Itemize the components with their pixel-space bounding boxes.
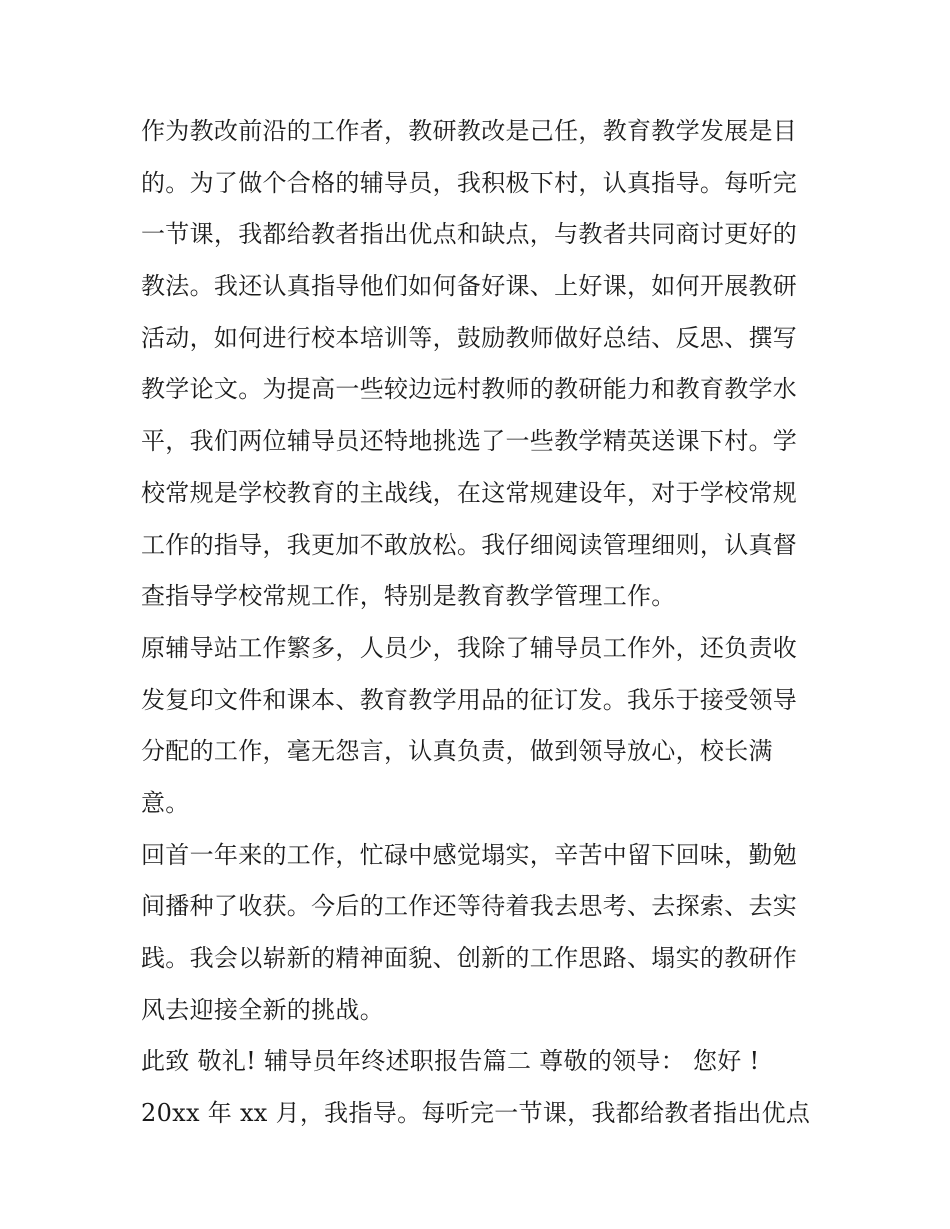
- text-line: 作为教改前沿的工作者，教研教改是己任，教育教学发展是目: [141, 117, 798, 145]
- text-line: 发复印文件和课本、教育教学用品的征订发。我乐于接受领导: [141, 685, 798, 714]
- paragraph-guidance-work: [141, 106, 821, 623]
- text-line: 工作的指导，我更加不敢放松。我仔细阅读管理细则，认真督: [141, 530, 798, 559]
- text-line: 原辅导站工作繁多，人员少，我除了辅导员工作外，还负责收: [141, 633, 798, 662]
- text-line: 的。为了做个合格的辅导员，我积极下村，认真指导。每听完: [141, 168, 798, 197]
- text-line: 分配的工作，毫无怨言，认真负责，做到领导放心，校长满: [141, 737, 773, 766]
- paragraph-closing-salutation: [141, 1036, 821, 1088]
- text-line: 20xx 年 xx 月，我指导。每听完一节课，我都给教者指出优点: [141, 1099, 811, 1128]
- text-line: 此致 敬礼! 辅导员年终述职报告篇二 尊敬的领导： 您好 !: [141, 1047, 760, 1076]
- document-body: [141, 106, 821, 1140]
- text-line: 回首一年来的工作，忙碌中感觉塌实，辛苦中留下回味，勤勉: [141, 840, 798, 869]
- text-line: 风去迎接全新的挑战。: [141, 995, 384, 1024]
- text-line: 查指导学校常规工作，特别是教育教学管理工作。: [141, 582, 676, 611]
- paragraph-second-report-start: [141, 1088, 821, 1140]
- text-line: 意。: [141, 788, 190, 817]
- text-line: 教法。我还认真指导他们如何备好课、上好课，如何开展教研: [141, 272, 798, 301]
- paragraph-year-review: [141, 830, 821, 1037]
- text-line: 一节课，我都给教者指出优点和缺点，与教者共同商讨更好的: [141, 220, 798, 249]
- text-line: 校常规是学校教育的主战线，在这常规建设年，对于学校常规: [141, 478, 798, 507]
- text-line: 间播种了收获。今后的工作还等待着我去思考、去探索、去实: [141, 892, 798, 921]
- text-line: 平，我们两位辅导员还特地挑选了一些教学精英送课下村。学: [141, 427, 798, 456]
- text-line: 教学论文。为提高一些较边远村教师的教研能力和教育教学水: [141, 375, 798, 404]
- text-line: 活动，如何进行校本培训等，鼓励教师做好总结、反思、撰写: [141, 323, 798, 352]
- text-line: 践。我会以崭新的精神面貌、创新的工作思路、塌实的教研作: [141, 944, 798, 972]
- paragraph-station-duties: [141, 623, 821, 830]
